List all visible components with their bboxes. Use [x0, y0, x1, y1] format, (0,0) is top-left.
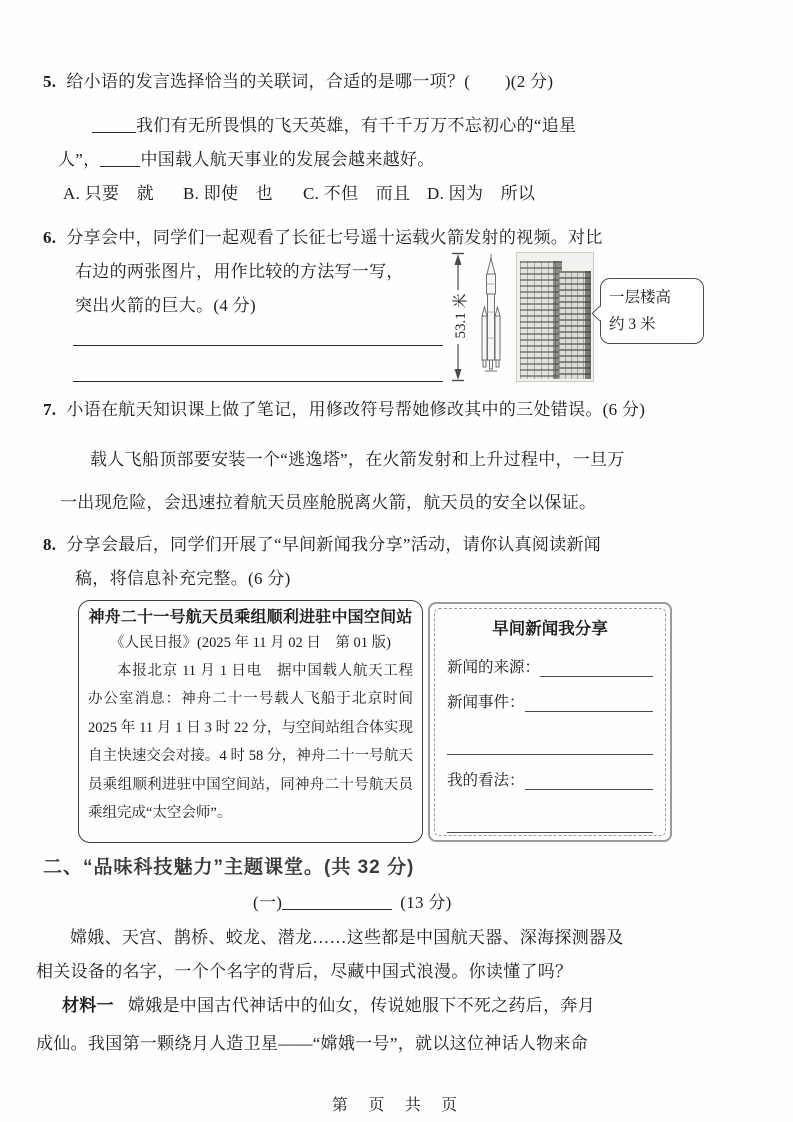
q8-stem: [43, 533, 601, 557]
q6-line2: 右边的两张图片，用作比较的方法写一写，: [75, 262, 404, 281]
q5-line1: [92, 114, 576, 138]
q6-answer-line-2: [73, 367, 443, 382]
share-event-blank: [525, 693, 653, 712]
news-share-card-inner: [434, 608, 666, 836]
q6-line1-text: 分享会中，同学们一起观看了长征七号遥十运载火箭发射的视频。对比: [66, 228, 603, 247]
rocket-icon: [474, 254, 508, 380]
q7-number: 7.: [43, 400, 57, 419]
q6-figure: [448, 250, 698, 386]
share-source-blank: [540, 658, 653, 677]
callout-line1: 一层楼高: [609, 289, 672, 306]
share-event-row: [447, 690, 653, 712]
building-tower-left: [520, 261, 562, 379]
share-opinion-blank-2: [447, 814, 653, 833]
news-source: 《人民日报》(2025 年 11 月 02 日 第 01 版): [110, 635, 391, 651]
section2-intro-line1: 嫦娥、天宫、鹊桥、蛟龙、潜龙……这些都是中国航天器、深海探测器及: [70, 928, 624, 947]
q5-blank-2: [100, 149, 140, 167]
q5-number: 5.: [43, 72, 57, 91]
material1-text: 嫦娥是中国古代神话中的仙女，传说她服下不死之药后，奔月: [127, 996, 596, 1015]
rocket-height-label: 53.1 米: [453, 293, 469, 339]
news-title: 神舟二十一号航天员乘组顺利进驻中国空间站: [88, 609, 413, 626]
share-source-label: 新闻的来源：: [447, 659, 541, 676]
q6-answer-line-1: [73, 331, 443, 346]
subsection-title-blank: [282, 892, 392, 910]
q5-blank-1: [92, 115, 136, 133]
q5-option-b: B. 即使 也: [183, 184, 273, 203]
q7-stem: [43, 398, 645, 422]
q5-line2: [58, 148, 435, 172]
q5-stem: [43, 70, 553, 94]
subsection-label: (一): [253, 893, 283, 912]
q6-line3: 突出火箭的巨大。(4 分): [75, 296, 256, 315]
news-body: 本报北京 11 月 1 日电 据中国载人航天工程办公室消息：神舟二十一号载人飞船于北京时间 2025 年 11 月 1 日 3 时 22 分，与空间站组合体实现自主快速交会对接。4 时 58 分，神舟二十一号航天员乘组顺利进驻中国空间站，同神舟二十号航天员乘组完成“太空会师”。: [88, 663, 413, 822]
q5-line2-text: 中国载人航天事业的发展会越来越好。: [140, 150, 435, 169]
rocket-illustration: [474, 254, 508, 380]
q6-stem: [43, 226, 603, 250]
callout-line2: 约 3 米: [609, 316, 656, 333]
q7-note-line1: 载人飞船顶部要安装一个“逃逸塔”，在火箭发射和上升过程中，一旦万: [90, 450, 625, 469]
building-photo: [516, 252, 594, 382]
q8-stem-line2: 稿，将信息补充完整。(6 分): [75, 569, 291, 588]
q5-line2-head: 人”，: [58, 150, 101, 169]
page-footer: 第 页 共 页: [331, 1097, 462, 1114]
share-opinion-blank: [525, 771, 653, 790]
material1-line1: [62, 994, 595, 1018]
share-event-label: 新闻事件：: [447, 694, 525, 711]
section2-heading: 二、“品味科技魅力”主题课堂。(共 32 分): [43, 857, 415, 878]
building-tower-right: [559, 271, 591, 379]
height-dimension-arrow: [448, 252, 468, 382]
q5-option-a: A. 只要 就: [63, 184, 154, 203]
news-article-box: [78, 600, 423, 843]
share-source-row: [447, 655, 653, 677]
q8-number: 8.: [43, 535, 57, 554]
share-card-title: 早间新闻我分享: [492, 619, 608, 638]
floor-height-callout: [600, 278, 704, 344]
news-share-card: [428, 602, 672, 842]
q8-stem-line1: 分享会最后，同学们开展了“早间新闻我分享”活动，请你认真阅读新闻: [66, 535, 602, 554]
subsection-score: (13 分): [400, 893, 452, 912]
q6-number: 6.: [43, 228, 57, 247]
q5-option-d: D. 因为 所以: [427, 184, 536, 203]
q7-note-line2: 一出现危险，会迅速拉着航天员座舱脱离火箭，航天员的安全以保证。: [60, 493, 597, 512]
section2-subheading: [253, 891, 452, 915]
q5-option-c: C. 不但 而且: [303, 184, 411, 203]
material1-label: 材料一: [62, 996, 114, 1015]
section2-intro-line2: 相关设备的名字，一个个名字的背后，尽藏中国式浪漫。你读懂了吗？: [36, 962, 573, 981]
material1-line2: 成仙。我国第一颗绕月人造卫星——“嫦娥一号”，就以这位神话人物来命: [36, 1034, 588, 1053]
q7-stem-text: 小语在航天知识课上做了笔记，用修改符号帮她修改其中的三处错误。(6 分): [66, 400, 646, 419]
share-opinion-row: [447, 768, 653, 790]
share-opinion-label: 我的看法：: [447, 771, 525, 789]
share-event-blank-2: [447, 736, 653, 755]
q5-line1-text: 我们有无所畏惧的飞天英雄，有千千万万不忘初心的“追星: [136, 116, 577, 135]
q5-stem-text: 给小语的发言选择恰当的关联词，合适的是哪一项？( )(2 分): [66, 72, 554, 91]
